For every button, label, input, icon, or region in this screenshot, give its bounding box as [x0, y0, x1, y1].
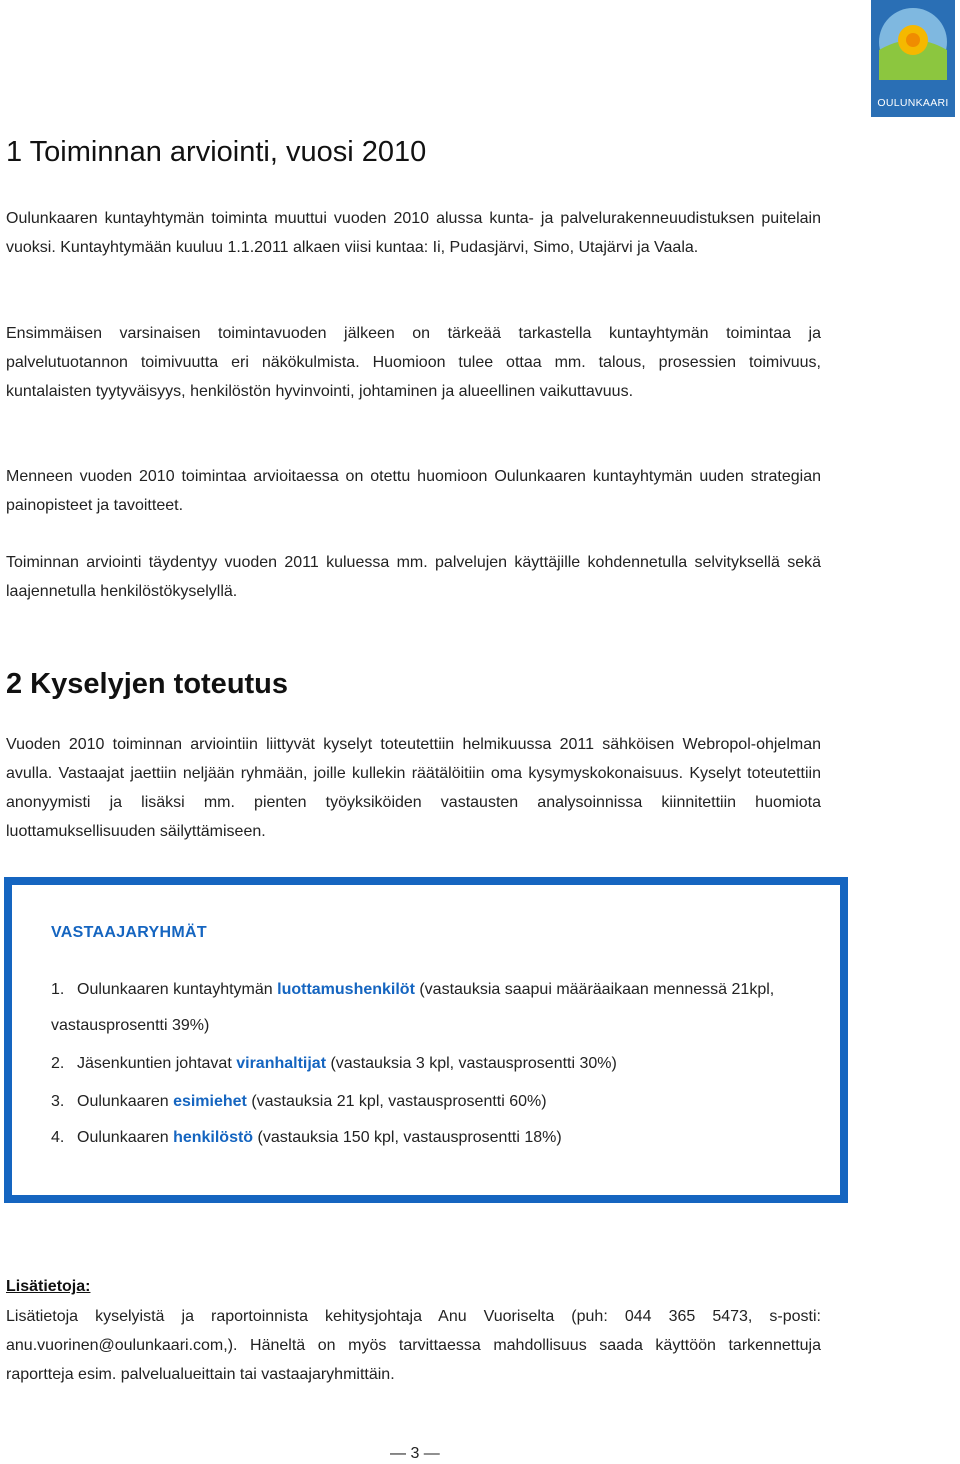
info-title: Lisätietoja:	[6, 1278, 91, 1295]
list-item-number: 2.	[51, 1055, 65, 1072]
list-item-text-pre: Jäsenkuntien johtavat	[77, 1055, 237, 1072]
list-item	[51, 972, 816, 1044]
page-number: — 3 —	[390, 1445, 440, 1462]
info-paragraph: Lisätietoja kyselyistä ja raportoinnista kehitysjohtaja Anu Vuoriselta (puh: 044 365 5473, s-posti: anu.vuorinen@oulunkaari.com,). Häneltä on myös tarvittaessa mahdollisuus saada käyttöön tarkennettuja raportteja esim. palvelualueittain tai vastaajaryhmittäin.	[6, 1308, 821, 1383]
list-item-text-pre: Oulunkaaren	[77, 1129, 174, 1146]
list-item-text-post: (vastauksia 21 kpl, vastausprosentti 60%)	[246, 1093, 547, 1110]
list-item-text-post: (vastauksia 3 kpl, vastausprosentti 30%)	[326, 1055, 617, 1072]
section2-title: 2 Kyselyjen toteutus	[6, 668, 289, 700]
list-item-text-post: (vastauksia 150 kpl, vastausprosentti 18%)	[253, 1129, 562, 1146]
section1-paragraph-1: Oulunkaaren kuntayhtymän toiminta muuttui vuoden 2010 alussa kunta- ja palvelurakenneuudistuksen puitelain vuoksi. Kuntayhtymään kuuluu 1.1.2011 alkaen viisi kuntaa: Ii, Pudasjärvi, Simo, Utajärvi ja Vaala.	[6, 210, 821, 256]
respondent-groups-title: VASTAAJARYHMÄT	[51, 924, 207, 941]
list-item-number: 3.	[51, 1093, 65, 1110]
list-item-highlight: viranhaltijat	[236, 1055, 327, 1072]
list-item	[51, 1084, 816, 1120]
section1-paragraph-3: Menneen vuoden 2010 toimintaa arvioitaessa on otettu huomioon Oulunkaaren kuntayhtymän uuden strategian painopisteet ja tavoitteet.	[6, 468, 821, 514]
sun-landscape-icon	[871, 0, 955, 92]
logo-label: OULUNKAARI	[877, 97, 949, 109]
list-item	[51, 1120, 816, 1156]
list-item-text-pre: Oulunkaaren	[77, 1093, 174, 1110]
list-item-highlight: esimiehet	[173, 1093, 247, 1110]
list-item-highlight: luottamushenkilöt	[277, 981, 415, 998]
list-item-number: 1.	[51, 981, 65, 998]
list-item-number: 4.	[51, 1129, 65, 1146]
list-item-text-post: (vastauksia saapui määräaikaan mennessä 21kpl, vastausprosentti 39%)	[51, 981, 775, 1034]
list-item	[51, 1046, 816, 1082]
section2-paragraph-1: Vuoden 2010 toiminnan arviointiin liittyvät kyselyt toteutettiin helmikuussa 2011 sähköisen Webropol-ohjelman avulla. Vastaajat jaettiin neljään ryhmään, joille kullekin räätälöitiin oma kysymyskokonaisuus. Kyselyt toteutettiin anonyymisti ja lisäksi mm. pienten työyksiköiden vastausten analysoinnissa kiinnitettiin huomiota luottamuksellisuuden säilyttämiseen.	[6, 736, 821, 840]
section1-paragraph-2: Ensimmäisen varsinaisen toimintavuoden jälkeen on tärkeää tarkastella kuntayhtymän toimintaa ja palvelutuotannon toimivuutta eri näkökulmista. Huomioon tulee ottaa mm. talous, prosessien toimivuus, kuntalaisten tyytyväisyys, henkilöstön hyvinvointi, johtaminen ja alueellinen vaikuttavuus.	[6, 325, 821, 400]
section1-paragraph-4: Toiminnan arviointi täydentyy vuoden 2011 kuluessa mm. palvelujen käyttäjille kohdennetulla selvityksellä sekä laajennetulla henkilöstökyselyllä.	[6, 554, 821, 600]
list-item-text-pre: Oulunkaaren kuntayhtymän	[77, 981, 278, 998]
section1-title: 1 Toiminnan arviointi, vuosi 2010	[6, 136, 427, 168]
list-item-highlight: henkilöstö	[173, 1129, 254, 1146]
oulunkaari-logo	[871, 0, 955, 117]
